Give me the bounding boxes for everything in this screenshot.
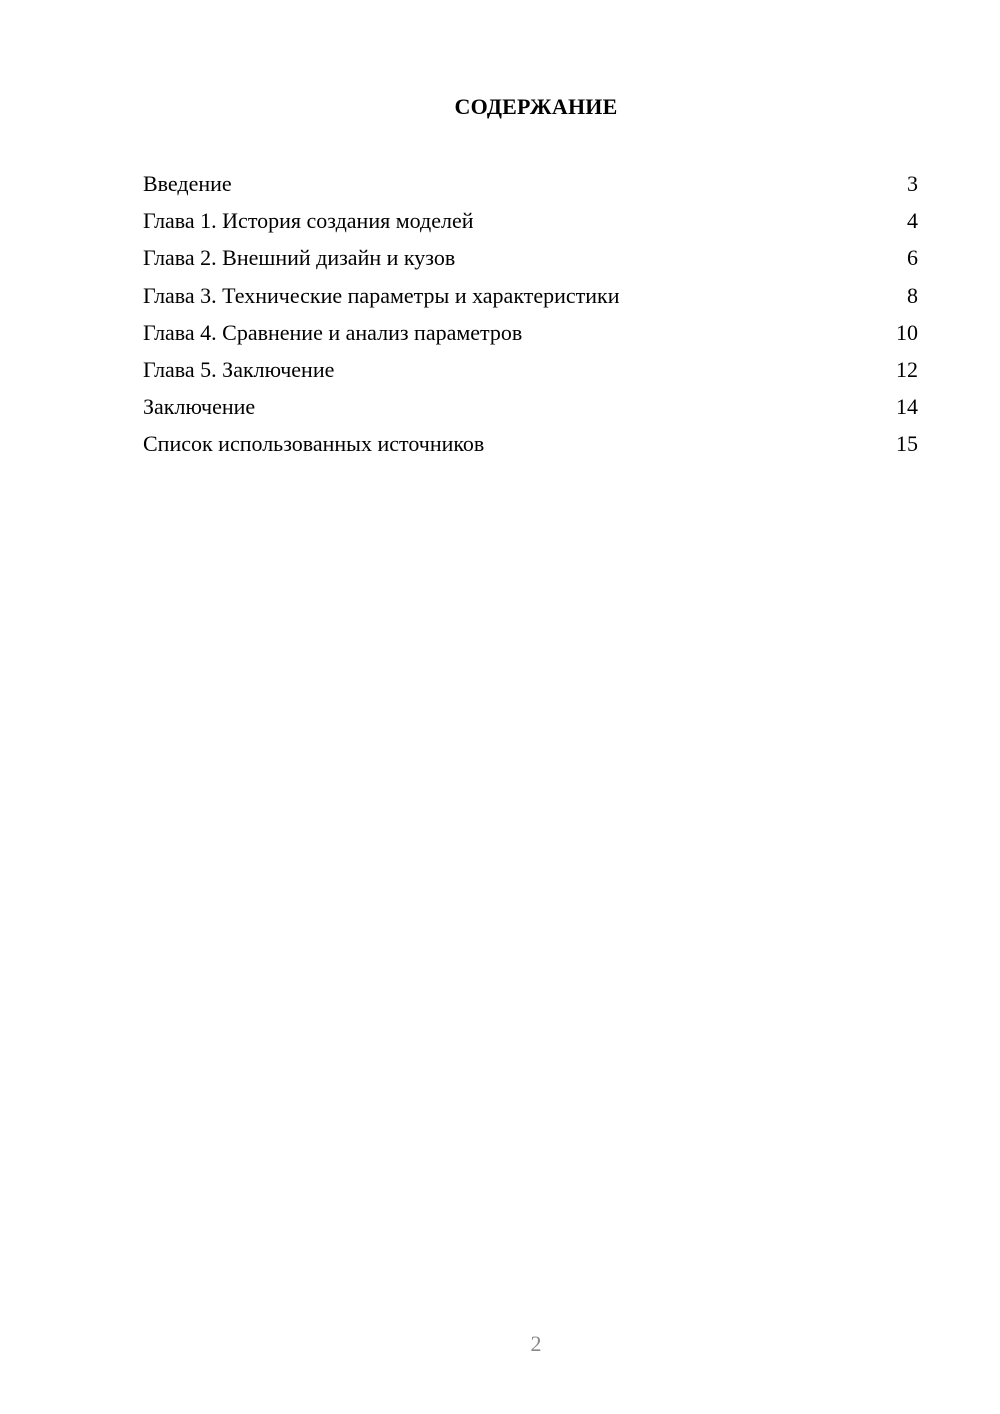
toc-entry-label: Глава 5. Заключение [143, 356, 335, 382]
toc-entry[interactable] [143, 206, 918, 243]
toc-entry-page: 6 [907, 245, 918, 271]
toc-entry-page: 4 [907, 208, 918, 234]
toc-entry-label: Введение [143, 171, 232, 196]
page-number: 2 [530, 1331, 542, 1356]
toc-entry-label: Заключение [143, 394, 256, 420]
toc-entry-page: 8 [907, 282, 918, 308]
toc-entry-label: Глава 3. Технические параметры и характеристики [143, 282, 620, 308]
toc-entry-label: Глава 1. История создания моделей [143, 208, 474, 234]
toc-entry-label: Глава 2. Внешний дизайн и кузов [143, 245, 456, 271]
toc-entry-label: Глава 4. Сравнение и анализ параметров [143, 319, 523, 345]
toc-entry[interactable] [143, 355, 918, 392]
toc-entry-page: 10 [896, 319, 918, 345]
toc-entry[interactable] [143, 392, 918, 429]
toc-entry-page: 12 [896, 356, 918, 382]
toc-entry[interactable] [143, 281, 918, 318]
toc-entry[interactable] [143, 429, 918, 466]
toc-entry[interactable] [143, 318, 918, 355]
toc-entry-page: 15 [896, 431, 918, 457]
toc-entry-page: 3 [907, 171, 918, 196]
toc-entry[interactable] [143, 243, 918, 280]
toc-title: СОДЕРЖАНИЕ [454, 94, 618, 119]
toc-entry-page: 14 [896, 394, 918, 420]
toc-entry-label: Список использованных источников [143, 431, 485, 457]
toc-list [143, 169, 918, 467]
toc-entry[interactable] [143, 169, 918, 206]
